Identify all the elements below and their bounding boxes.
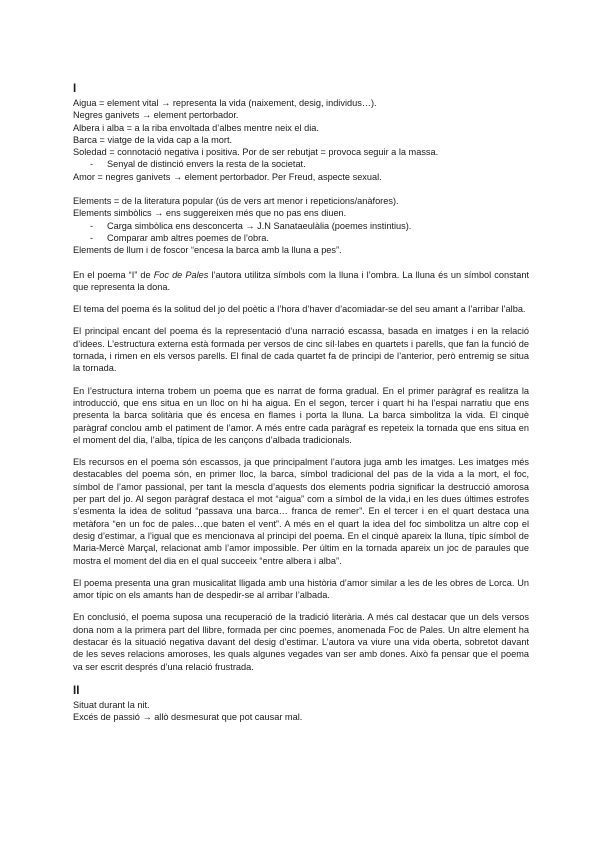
paragraph: El principal encant del poema és la representació d’una narració escassa, basada en imatges i en la relació d’idees. L’estructura externa està formada per versos de cinc síl·labes en quartets i parells, que fan la funció de tornada, i rimen en els versos parells. El final de cada quartet fa de principi de l’anterior, però entremig se situa la tornada. xyxy=(73,326,529,374)
paragraph: El tema del poema és la solitud del jo del poètic a l’hora d’haver d’acomiadar-se del seu amant a l’arribar l’alba. xyxy=(73,304,526,315)
paragraph-text: En el poema “I” de xyxy=(73,269,154,280)
bullet-item xyxy=(73,220,529,232)
paragraph: Els recursos en el poema són escassos, ja que principalment l’autora juga amb les imatges. Les imatges més destacables del poema són, en primer lloc, la barca, símbol tradicional del pas de la vida a la mort, el foc, símbol de l’amor passional, per tant la mescla d’aquests dos elements podria significar la destrucció amorosa per part del jo. Al segon paràgraf destaca el mot “aigua” com a símbol de la vida,i en les dues últimes estrofes s’esmenta la idea de solitud “passava una barca… franca de remer”. En el tercer i en el quart destaca una metàfora “en un foc de pales…que baten el vent”. A més en el quart la idea del foc simbolitza un altre cop el desig d’estimar, a l’igual que es mencionava al principi del poema. En el cinquè apareix la lluna, típic símbol de Maria-Mercè Marçal, relacionat amb l’amor impossible. Per últim en la tornada apareix un joc de paraules que mostra el moment del dia en el qual succeeix “entre albera i alba”. xyxy=(73,457,529,566)
note-line: Soledad = connotació negativa i positiva. Por de ser rebutjat = provoca seguir a la massa. xyxy=(73,147,439,158)
paragraph-symbols xyxy=(73,269,529,294)
note-line: Elements = de la literatura popular (ús de vers art menor i repeticions/anàfores). xyxy=(73,196,399,207)
note-line: Elements de llum i de foscor “encesa la barca amb la lluna a pes”. xyxy=(73,245,342,256)
note-line: Negres ganivets → element pertorbador. xyxy=(73,110,239,121)
bullet-text: Comparar amb altres poemes de l’obra. xyxy=(107,232,269,243)
paragraph-text: l’autora utilitza símbols com la lluna i l’ombra. La lluna és un símbol constant que representa la dona. xyxy=(73,269,529,292)
bullet-dash: - xyxy=(90,232,94,243)
bullet-text: Carga simbòlica ens desconcerta → J.N Sanataeulàlia (poemes instintius). xyxy=(107,220,412,231)
note-line: Aigua = element vital → representa la vida (naixement, desig, individus…). xyxy=(73,98,377,108)
note-line: Elements simbòlics → ens suggereixen més que no pas ens diuen. xyxy=(73,208,347,219)
bullet-dash: - xyxy=(90,220,94,231)
note-line: Amor = negres ganivets → element pertorbador. Per Freud, aspecte sexual. xyxy=(73,171,382,182)
bullet-item xyxy=(73,232,529,244)
paragraph: En conclusió, el poema suposa una recuperació de la tradició literària. A més cal destacar que un dels versos dona nom a la primera part del llibre, formada per cinc poemes, anomenada Foc de Pales. Un altre element ha destacar és la situació negativa davant del desig d’estimar. L’autora va viure una vida oberta, sobretot davant de les seves relacions amoroses, les quals algunes vegades van ser amb dones. Això fa pensar que el poema va ser escrit després d’una relació frustrada. xyxy=(73,612,529,672)
note-line: Excés de passió → allò desmesurat que pot causar mal. xyxy=(73,712,303,723)
book-title: Foc de Pales xyxy=(153,269,209,280)
section-heading-1: I xyxy=(73,83,77,95)
note-line: Barca = viatge de la vida cap a la mort. xyxy=(73,134,233,145)
note-line: Albera i alba = a la riba envoltada d’albes mentre neix el dia. xyxy=(73,122,319,133)
bullet-text: Senyal de distinció envers la resta de la societat. xyxy=(107,159,306,170)
section-heading-2: II xyxy=(73,684,80,697)
bullet-dash: - xyxy=(90,159,94,170)
document-content xyxy=(73,83,529,723)
note-line: Situat durant la nit. xyxy=(73,699,150,710)
paragraph: En l’estructura interna trobem un poema que es narrat de forma gradual. En el primer paràgraf es realitza la introducció, que ens situa en un lloc on hi ha aigua. En el segon, tercer i quart hi ha l’espai narratiu que ens presenta la barca solitària que és encesa en flames i porta la lluna. La barca simbolitza la vida. El cinquè paràgraf conclou amb el patiment de l’amor. A més entre cada paràgraf es repeteix la tornada que ens situa en el moment del dia, l’alba, típica de les cançons d’albada tradicionals. xyxy=(73,385,529,445)
paragraph: El poema presenta una gran musicalitat lligada amb una història d’amor similar a les de les obres de Lorca. Un amor típic on els amants han de despedir-se al arribar l’albada. xyxy=(73,577,529,601)
bullet-item xyxy=(73,158,529,170)
